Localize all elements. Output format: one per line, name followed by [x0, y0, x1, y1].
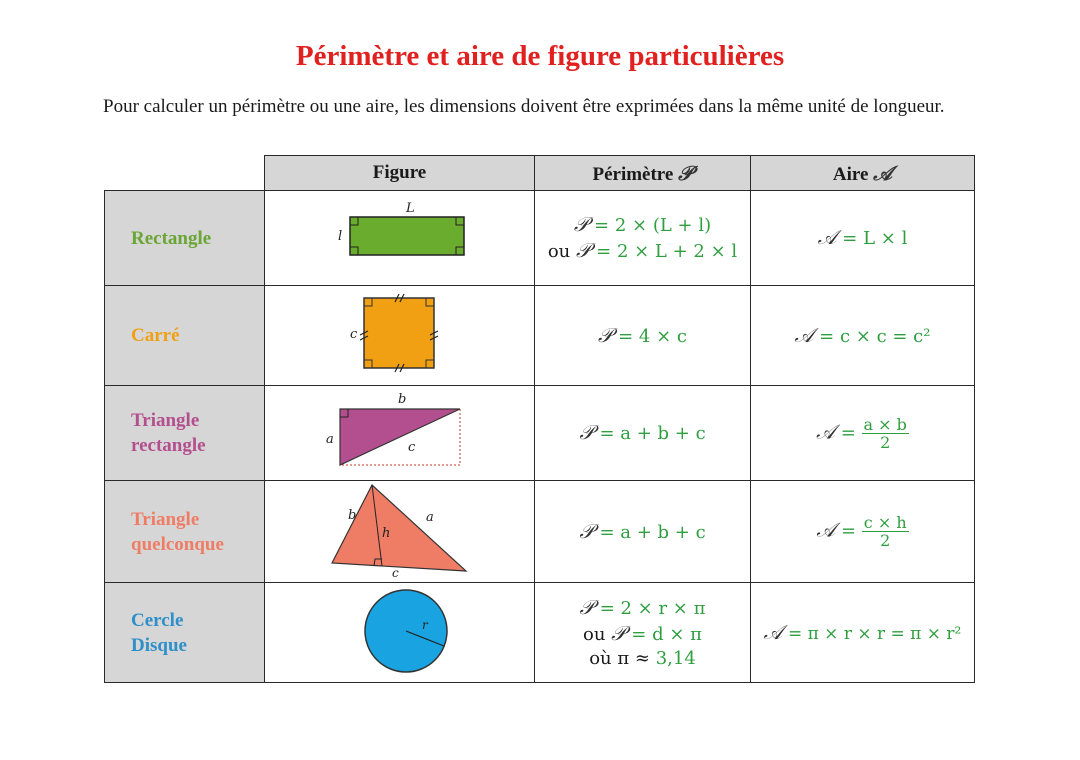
- page-title: Périmètre et aire de figure particulières: [295, 40, 785, 72]
- carre-figure: [265, 286, 535, 386]
- rect-label-L: L: [405, 200, 415, 216]
- cercle-figure: [265, 583, 535, 683]
- triq-label-a: a: [425, 510, 434, 525]
- triangle-rectangle-area: 𝒜 = $\frac{a \times b}{2}$: [751, 386, 975, 481]
- row-rectangle: [105, 191, 975, 286]
- rectangle-name: Rectangle: [105, 191, 265, 286]
- triangle-quelconque-name: Triangle quelconque: [105, 481, 265, 583]
- cercle-label-r: r: [421, 618, 428, 632]
- trirect-label-c: c: [407, 439, 415, 455]
- triangle-rectangle-name: Triangle rectangle: [105, 386, 265, 481]
- header-row: [105, 156, 975, 191]
- header-perimetre-label: Périmètre: [592, 163, 674, 185]
- carre-label-c: c: [349, 327, 357, 342]
- cercle-perimeter: [535, 583, 751, 683]
- carre-perimeter: 𝒫 = 4 × c: [535, 286, 751, 386]
- trirect-label-b: b: [397, 391, 406, 407]
- header-aire: [751, 156, 975, 191]
- cercle-name: Cercle Disque: [105, 583, 265, 683]
- cercle-perimeter-line3: où π ≈ 3,14: [589, 647, 696, 669]
- triq-label-h: h: [381, 526, 390, 541]
- triq-label-c: c: [391, 566, 399, 577]
- triangle-rectangle-figure: [265, 386, 535, 481]
- triangle-quelconque-area: 𝒜 = $\frac{c \times h}{2}$: [751, 481, 975, 583]
- cercle-area: 𝒜 = π × r × r = π × r²: [751, 583, 975, 683]
- formulas-table: [104, 155, 975, 683]
- rectangle-perimeter-line2: ou 𝒫 = 2 × L + 2 × l: [547, 238, 738, 262]
- triangle-rectangle-figure-svg: [310, 389, 490, 473]
- cercle-figure-svg: [310, 584, 490, 676]
- carre-name: Carré: [105, 286, 265, 386]
- rectangle-figure: [265, 191, 535, 286]
- row-triangle-quelconque: [105, 481, 975, 583]
- rectangle-perimeter-line1: 𝒫 = 2 × (L + l): [573, 212, 712, 236]
- rect-label-l: l: [337, 228, 342, 244]
- header-aire-label: Aire: [832, 163, 869, 185]
- row-carre: [105, 286, 975, 386]
- intro-text: Pour calculer un périmètre ou une aire, les dimensions doivent être exprimées dans la même unité de longueur.: [103, 96, 945, 117]
- rectangle-figure-svg: [320, 201, 480, 271]
- carre-area: 𝒜 = c × c = c²: [751, 286, 975, 386]
- rectangle-perimeter: [535, 191, 751, 286]
- triangle-quelconque-perimeter: 𝒫 = a + b + c: [535, 481, 751, 583]
- carre-figure-svg: [320, 288, 480, 378]
- row-cercle: [105, 583, 975, 683]
- header-perimetre: [535, 156, 751, 191]
- trirect-label-a: a: [325, 431, 334, 447]
- area-symbol: 𝒜: [873, 160, 893, 185]
- rectangle-area: 𝒜 = L × l: [751, 191, 975, 286]
- header-figure: Figure: [265, 156, 535, 191]
- triangle-rectangle-perimeter: 𝒫 = a + b + c: [535, 386, 751, 481]
- triangle-quelconque-figure-svg: [310, 481, 490, 577]
- triangle-quelconque-figure: [265, 481, 535, 583]
- cercle-perimeter-line2: ou 𝒫 = d × π: [583, 620, 702, 645]
- triq-label-b: b: [347, 508, 356, 523]
- row-triangle-rectangle: [105, 386, 975, 481]
- cercle-perimeter-line1: 𝒫 = 2 × r × π: [579, 594, 706, 619]
- perimeter-symbol: 𝒫: [678, 160, 693, 185]
- header-blank-cell: [105, 156, 265, 191]
